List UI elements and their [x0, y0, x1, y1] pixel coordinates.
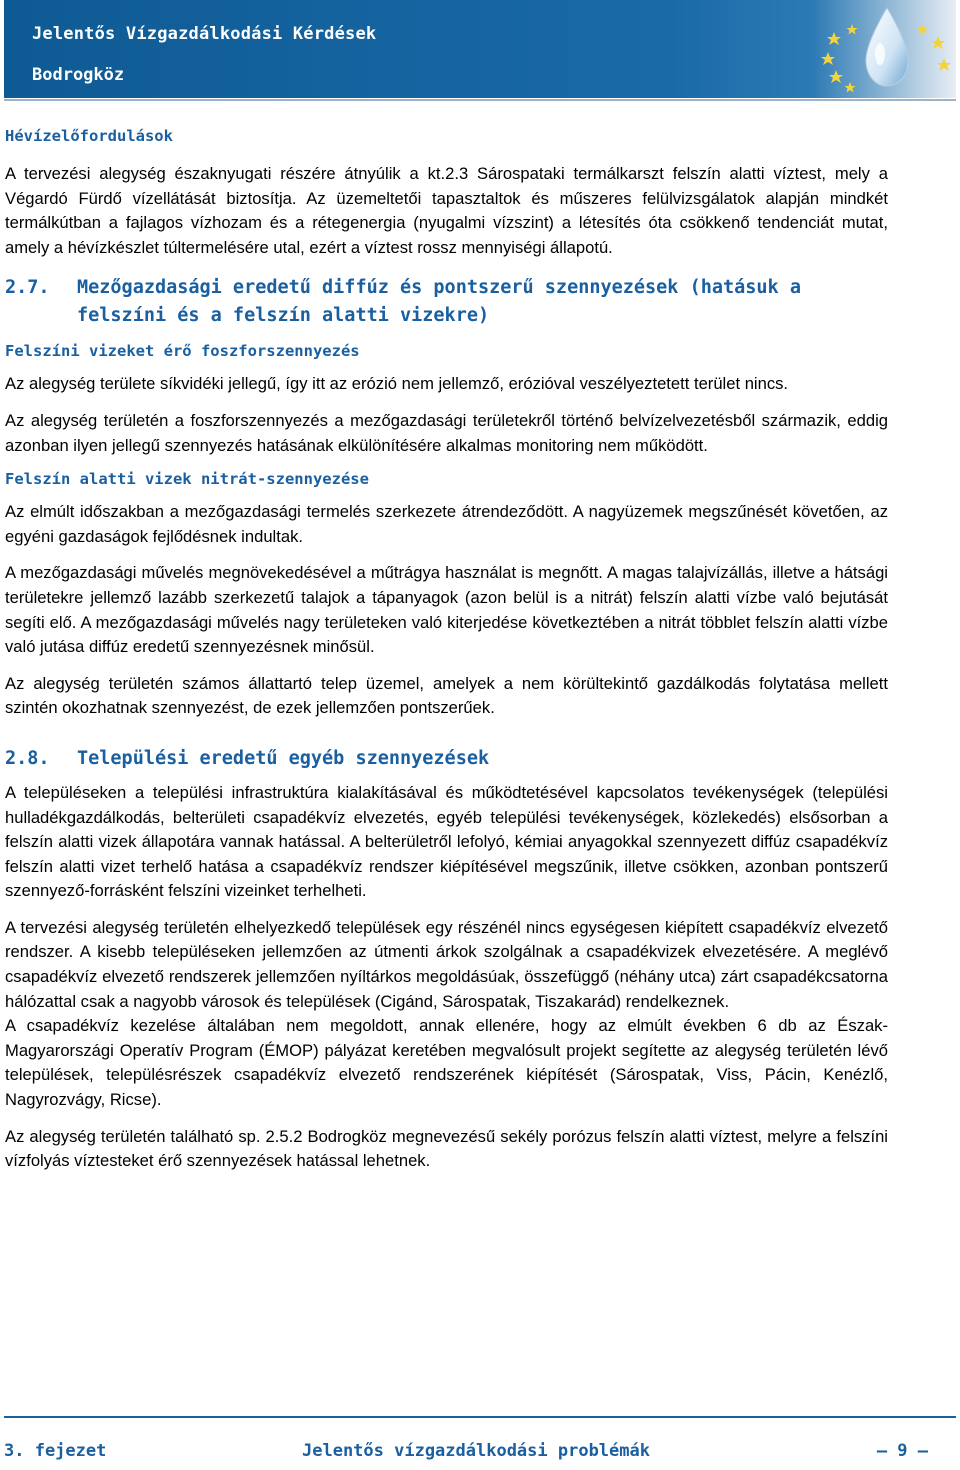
- page-header: [4, 0, 956, 98]
- page-number: — 9 —: [876, 1441, 928, 1461]
- paragraph: Az alegység területe síkvidéki jellegű, így itt az erózió nem jellemző, erózióval veszélyeztetett terület nincs.: [5, 374, 789, 394]
- paragraph: A mezőgazdasági művelés megnövekedésével a műtrágya használat is megnőtt. A magas talajvízállás, illetve a hátsági területekre jellemző lazább szerkezetű talajok a tápanyagok (azon belül is a nitrát) felszín alatti vízbe való bejutását segíti elő. A mezőgazdasági művelés nagy területeken való kiterjedése következtében a nitrát többlet felszín alatti vízbe való jutása diffúz eredetű szennyezésnek minősül.: [5, 563, 888, 657]
- paragraph: Az alegység területén a foszforszennyezés a mezőgazdasági területekről történő belvízelvezetésből származik, eddig azonban ilyen jellegű szennyezés hatásának elkülönítésére alkalmas monitoring nem működött.: [5, 410, 888, 455]
- water-drop-eu-stars-logo: [814, 2, 960, 96]
- section-number: 2.8.: [5, 747, 50, 769]
- page-footer: [4, 1441, 950, 1467]
- section-title: Települési eredetű egyéb szennyezések: [77, 747, 490, 769]
- header-title: Jelentős Vízgazdálkodási Kérdések: [32, 24, 377, 44]
- footer-chapter: 3. fejezet: [4, 1441, 107, 1461]
- section-heading-hevizel: Hévízelőfordulások: [5, 127, 173, 145]
- paragraph: Az alegység területén számos állattartó telep üzemel, amelyek a nem körültekintő gazdálkodás folytatása mellett szintén okozhatnak szennyezést, de ezek jellemzően pontszerűek.: [5, 673, 888, 718]
- paragraph: A csapadékvíz kezelése általában nem megoldott, annak ellenére, hogy az elmúlt években 6 db az Észak-Magyarországi Operatív Program (ÉMOP) pályázat keretében megvalósult projekt segítette az alegység területén lévő települések, településrészek csapadékvíz elvezető rendszerének kiépítését (Sárospatak, Viss, Pácin, Kenézlő, Nagyrozvágy, Ricse).: [5, 1016, 888, 1110]
- section-heading-2-8: [5, 745, 888, 773]
- paragraph: Az elmúlt időszakban a mezőgazdasági termelés szerkezete átrendeződött. A nagyüzemek megszűnését követően, az egyéni gazdaságok fejlődésnek indultak.: [5, 502, 888, 546]
- paragraph: A településeken a települési infrastruktúra kialakításával és működtetésével kapcsolatos tevékenységek (települési hulladékgazdálkodás, belterületi csapadékvíz elvezetés, egyéb települési tevékenységek, közlekedés) elsősorban a felszín alatti vizek állapotára vannak hatással. A belterületről lefolyó, kémiai anyagokkal szennyezett diffúz csapadékvíz felszín alatti vizet terhelő hatása a csapadékvíz rendszer kiépítésével megszűnik, illetve csökken, azonban pontszerű szennyező-forrásként felszíni vizeinket terhelheti.: [5, 782, 888, 901]
- header-divider: [4, 99, 956, 101]
- section-number: 2.7.: [5, 277, 50, 299]
- footer-divider: [4, 1416, 956, 1418]
- paragraph: A tervezési alegység területén elhelyezkedő települések egy részénél nincs egységesen kiépített csapadékvíz elvezető rendszer. A kisebb településeken jellemzően az útmenti árkok szolgálnak a csapadékvizek elvezetésére. A meglévő csapadékvíz elvezető rendszerek jellemzően nyíltárkos megoldásúak, összefüggő (néhány utca) zárt csapadékcsatorna hálózattal csak a nagyobb városok és települések (Cigánd, Sárospatak, Tiszakarád) rendelkeznek.: [5, 917, 888, 1011]
- footer-title: Jelentős vízgazdálkodási problémák: [302, 1441, 650, 1461]
- page-content: [5, 124, 888, 1174]
- header-subtitle: Bodrogköz: [32, 65, 125, 85]
- section-title: Mezőgazdasági eredetű diffúz és pontszerű szennyezések (hatásuk a felszíni és a felszín alatti vizekre): [77, 277, 801, 327]
- section-heading-2-7: [5, 274, 888, 330]
- paragraph: Az alegység területén található sp. 2.5.2 Bodrogköz megnevezésű sekély porózus felszín alatti víztest, melyre a felszíni vízfolyás víztesteket érő szennyezések hatással lehetnek.: [5, 1126, 888, 1171]
- subsection-heading-foszfor: Felszíni vizeket érő foszforszennyezés: [5, 342, 360, 361]
- paragraph: A tervezési alegység északnyugati részére átnyúlik a kt.2.3 Sárospataki termálkarszt felszín alatti víztest, mely a Végardó Fürdő vízellátását biztosítja. Az üzemeltetői tapasztaltok és műszeres felülvizsgálatok alapján mindkét termálkútban a fajlagos vízhozam és a rétegenergia (nyugalmi vízszint) a létesítés óta csökkenő tendenciát mutat, amely a hévízkészlet túltermelésére utal, ezért a víztest rossz mennyiségi állapotú.: [5, 164, 888, 257]
- subsection-heading-nitrat: Felszín alatti vizek nitrát-szennyezése: [5, 470, 369, 489]
